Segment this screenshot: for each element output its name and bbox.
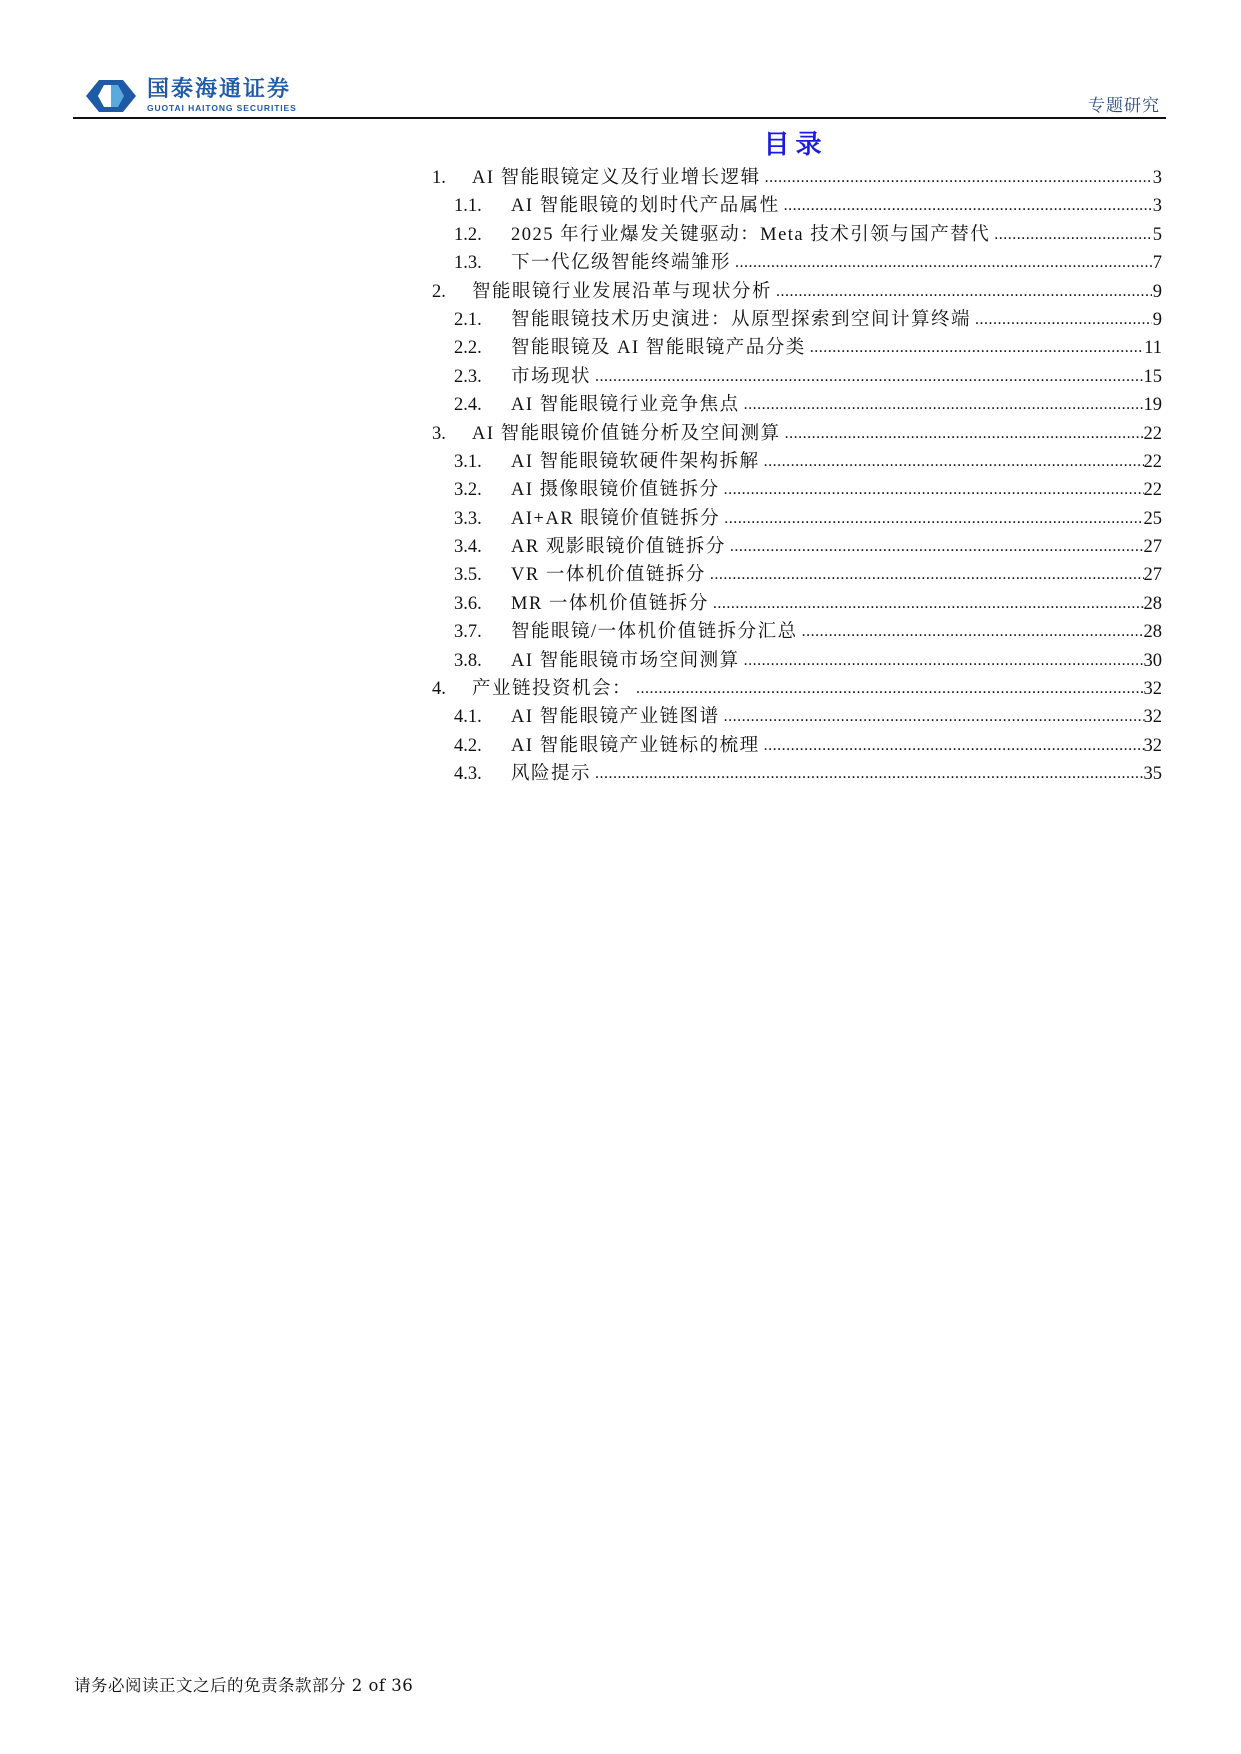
toc-entry-number: 4.1. xyxy=(454,707,482,728)
logo-mark-icon xyxy=(85,79,137,113)
toc-entry-label: 智能眼镜技术历史演进：从原型探索到空间计算终端 xyxy=(511,309,972,330)
toc-entry[interactable] xyxy=(432,390,1162,418)
toc-entry-number: 3.6. xyxy=(454,593,482,614)
toc-entry[interactable] xyxy=(432,191,1162,219)
toc-entry-number: 3.1. xyxy=(454,451,482,472)
toc-entry-page: 25 xyxy=(1143,508,1162,529)
logo-english-name: GUOTAI HAITONG SECURITIES xyxy=(147,103,297,113)
toc-dot-leader xyxy=(975,307,1152,325)
toc-entry-number: 3.8. xyxy=(454,650,482,671)
toc-dot-leader xyxy=(735,250,1152,268)
toc-entry[interactable] xyxy=(432,277,1162,305)
toc-entry-number: 4.3. xyxy=(454,764,482,785)
toc-entry-page: 3 xyxy=(1152,168,1162,188)
toc-entry[interactable] xyxy=(432,731,1162,759)
toc-dot-leader xyxy=(765,165,1152,183)
toc-dot-leader xyxy=(724,704,1144,722)
toc-entry-number: 2.3. xyxy=(454,366,482,387)
toc-entry-page: 27 xyxy=(1143,565,1162,586)
toc-entry-page: 32 xyxy=(1143,707,1162,728)
toc-dot-leader xyxy=(710,562,1144,580)
toc-entry[interactable] xyxy=(432,674,1162,702)
toc-entry[interactable] xyxy=(432,504,1162,532)
toc-entry-number: 1. xyxy=(432,168,446,188)
table-of-contents xyxy=(432,163,1162,788)
toc-entry[interactable] xyxy=(432,248,1162,276)
toc-entry[interactable] xyxy=(432,560,1162,588)
toc-entry[interactable] xyxy=(432,220,1162,248)
toc-entry-label: AI 智能眼镜软硬件架构拆解 xyxy=(511,451,760,472)
toc-dot-leader xyxy=(744,392,1144,410)
toc-entry-label: AI 智能眼镜定义及行业增长逻辑 xyxy=(472,168,761,188)
toc-entry-number: 4.2. xyxy=(454,735,482,756)
page-indicator: 2 of 36 xyxy=(351,1676,414,1695)
toc-dot-leader xyxy=(776,279,1152,297)
toc-entry[interactable] xyxy=(432,305,1162,333)
toc-entry-label: MR 一体机价值链拆分 xyxy=(511,593,709,614)
toc-entry-page: 27 xyxy=(1143,537,1162,558)
toc-dot-leader xyxy=(744,648,1144,666)
toc-entry-label: 2025 年行业爆发关键驱动：Meta 技术引领与国产替代 xyxy=(511,224,991,245)
toc-entry-label: AI 摄像眼镜价值链拆分 xyxy=(511,480,720,501)
toc-entry-label: AR 观影眼镜价值链拆分 xyxy=(511,537,726,558)
toc-entry[interactable] xyxy=(432,163,1162,191)
toc-dot-leader xyxy=(810,335,1144,353)
toc-entry-page: 28 xyxy=(1143,593,1162,614)
toc-entry-page: 9 xyxy=(1152,281,1162,302)
toc-dot-leader xyxy=(730,534,1144,552)
toc-entry-page: 19 xyxy=(1143,395,1162,416)
toc-dot-leader xyxy=(784,193,1152,211)
toc-entry-page: 28 xyxy=(1143,622,1162,643)
toc-entry-label: AI+AR 眼镜价值链拆分 xyxy=(511,508,721,529)
toc-entry-number: 1.1. xyxy=(454,196,482,217)
toc-entry-page: 22 xyxy=(1143,423,1162,444)
company-logo xyxy=(85,78,297,113)
toc-entry-page: 3 xyxy=(1152,196,1162,217)
toc-entry[interactable] xyxy=(432,617,1162,645)
toc-entry-number: 2.4. xyxy=(454,395,482,416)
toc-entry-label: 智能眼镜/一体机价值链拆分汇总 xyxy=(511,622,798,643)
toc-entry-label: 产业链投资机会： xyxy=(472,679,633,700)
toc-entry[interactable] xyxy=(432,646,1162,674)
toc-dot-leader xyxy=(713,591,1144,609)
toc-dot-leader xyxy=(764,733,1144,751)
toc-entry-label: 风险提示 xyxy=(511,764,592,785)
toc-dot-leader xyxy=(595,761,1143,779)
toc-entry-number: 2.2. xyxy=(454,338,482,359)
toc-entry-page: 30 xyxy=(1143,650,1162,671)
toc-entry-page: 22 xyxy=(1143,451,1162,472)
toc-entry[interactable] xyxy=(432,419,1162,447)
toc-entry-number: 3.7. xyxy=(454,622,482,643)
toc-entry-page: 32 xyxy=(1143,679,1162,700)
toc-entry-number: 3.3. xyxy=(454,508,482,529)
toc-entry-page: 22 xyxy=(1143,480,1162,501)
toc-entry-number: 1.2. xyxy=(454,224,482,245)
toc-entry-number: 3. xyxy=(432,423,446,444)
toc-entry-label: AI 智能眼镜产业链标的梳理 xyxy=(511,735,760,756)
toc-entry-number: 3.4. xyxy=(454,537,482,558)
toc-entry-label: AI 智能眼镜产业链图谱 xyxy=(511,707,720,728)
toc-entry[interactable] xyxy=(432,589,1162,617)
toc-dot-leader xyxy=(802,619,1144,637)
toc-entry-number: 1.3. xyxy=(454,253,482,274)
logo-chinese-name: 国泰海通证券 xyxy=(147,77,292,102)
toc-entry-label: AI 智能眼镜的划时代产品属性 xyxy=(511,196,780,217)
toc-entry-page: 32 xyxy=(1143,735,1162,756)
toc-dot-leader xyxy=(724,506,1143,524)
toc-entry-label: 下一代亿级智能终端雏形 xyxy=(511,253,732,274)
toc-entry-label: AI 智能眼镜行业竞争焦点 xyxy=(511,395,740,416)
toc-entry-page: 5 xyxy=(1152,224,1162,245)
toc-entry[interactable] xyxy=(432,702,1162,730)
toc-dot-leader xyxy=(764,449,1144,467)
toc-dot-leader xyxy=(994,222,1152,240)
page-header xyxy=(73,78,1166,118)
toc-dot-leader xyxy=(636,676,1143,694)
toc-dot-leader xyxy=(724,477,1144,495)
toc-entry-page: 11 xyxy=(1144,338,1162,359)
disclaimer-text: 请务必阅读正文之后的免责条款部分 xyxy=(74,1676,346,1695)
toc-entry-label: AI 智能眼镜价值链分析及空间测算 xyxy=(472,423,781,444)
toc-entry-page: 9 xyxy=(1152,309,1162,330)
toc-entry[interactable] xyxy=(432,362,1162,390)
toc-entry[interactable] xyxy=(432,759,1162,787)
toc-dot-leader xyxy=(785,421,1144,439)
toc-entry[interactable] xyxy=(432,333,1162,361)
toc-entry-number: 3.5. xyxy=(454,565,482,586)
toc-entry[interactable] xyxy=(432,447,1162,475)
toc-entry-page: 7 xyxy=(1152,253,1162,274)
toc-entry[interactable] xyxy=(432,475,1162,503)
page-footer xyxy=(74,1672,413,1696)
toc-entry-label: AI 智能眼镜市场空间测算 xyxy=(511,650,740,671)
toc-entry-number: 4. xyxy=(432,679,446,700)
toc-entry-number: 3.2. xyxy=(454,480,482,501)
toc-entry-number: 2.1. xyxy=(454,309,482,330)
toc-entry-label: 智能眼镜及 AI 智能眼镜产品分类 xyxy=(511,338,806,359)
toc-entry-label: 智能眼镜行业发展沿革与现状分析 xyxy=(472,281,773,302)
toc-dot-leader xyxy=(595,364,1143,382)
report-type-label: 专题研究 xyxy=(1088,96,1160,116)
toc-entry-page: 35 xyxy=(1143,764,1162,785)
toc-entry-number: 2. xyxy=(432,281,446,302)
toc-title: 目录 xyxy=(763,130,828,160)
toc-entry-label: 市场现状 xyxy=(511,366,592,387)
header-divider xyxy=(73,117,1166,119)
toc-entry-page: 15 xyxy=(1143,366,1162,387)
toc-entry-label: VR 一体机价值链拆分 xyxy=(511,565,706,586)
toc-entry[interactable] xyxy=(432,532,1162,560)
